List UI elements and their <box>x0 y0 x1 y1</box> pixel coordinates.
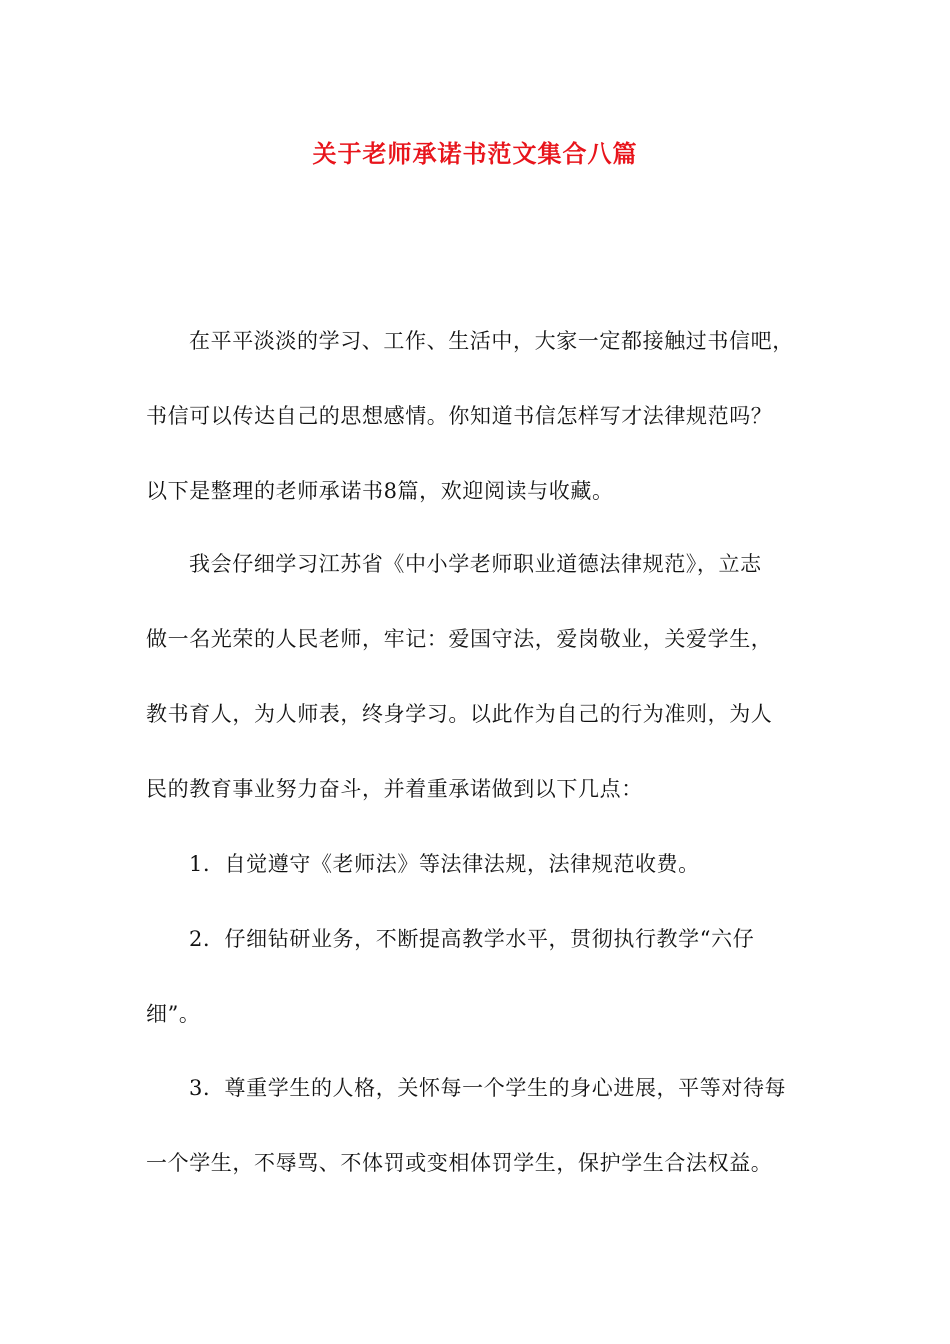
paragraph-line: 做一名光荣的人民老师，牢记：爱国守法，爱岗敬业，关爱学生， <box>146 627 773 651</box>
paragraph-line: 书信可以传达自己的思想感情。你知道书信怎样写才法律规范吗？ <box>146 404 773 428</box>
paragraph-line: 教书育人，为人师表，终身学习。以此作为自己的行为准则，为人 <box>146 702 773 726</box>
document-title: 关于老师承诺书范文集合八篇 <box>312 139 638 168</box>
list-item-line: 2．仔细钻研业务，不断提高教学水平，贯彻执行教学“六仔 <box>189 927 755 951</box>
paragraph-line: 在平平淡淡的学习、工作、生活中，大家一定都接触过书信吧， <box>189 329 794 353</box>
paragraph-line: 民的教育事业努力奋斗，并着重承诺做到以下几点： <box>146 777 643 801</box>
paragraph-line: 以下是整理的老师承诺书8篇，欢迎阅读与收藏。 <box>146 479 614 503</box>
list-item-line: 1．自觉遵守《老师法》等法律法规，法律规范收费。 <box>189 852 700 876</box>
list-item-line: 细”。 <box>146 1002 201 1026</box>
list-item-line: 一个学生，不辱骂、不体罚或变相体罚学生，保护学生合法权益。 <box>146 1151 773 1175</box>
list-item-line: 3．尊重学生的人格，关怀每一个学生的身心进展，平等对待每 <box>189 1076 787 1100</box>
paragraph-line: 我会仔细学习江苏省《中小学老师职业道德法律规范》，立志 <box>189 552 762 576</box>
